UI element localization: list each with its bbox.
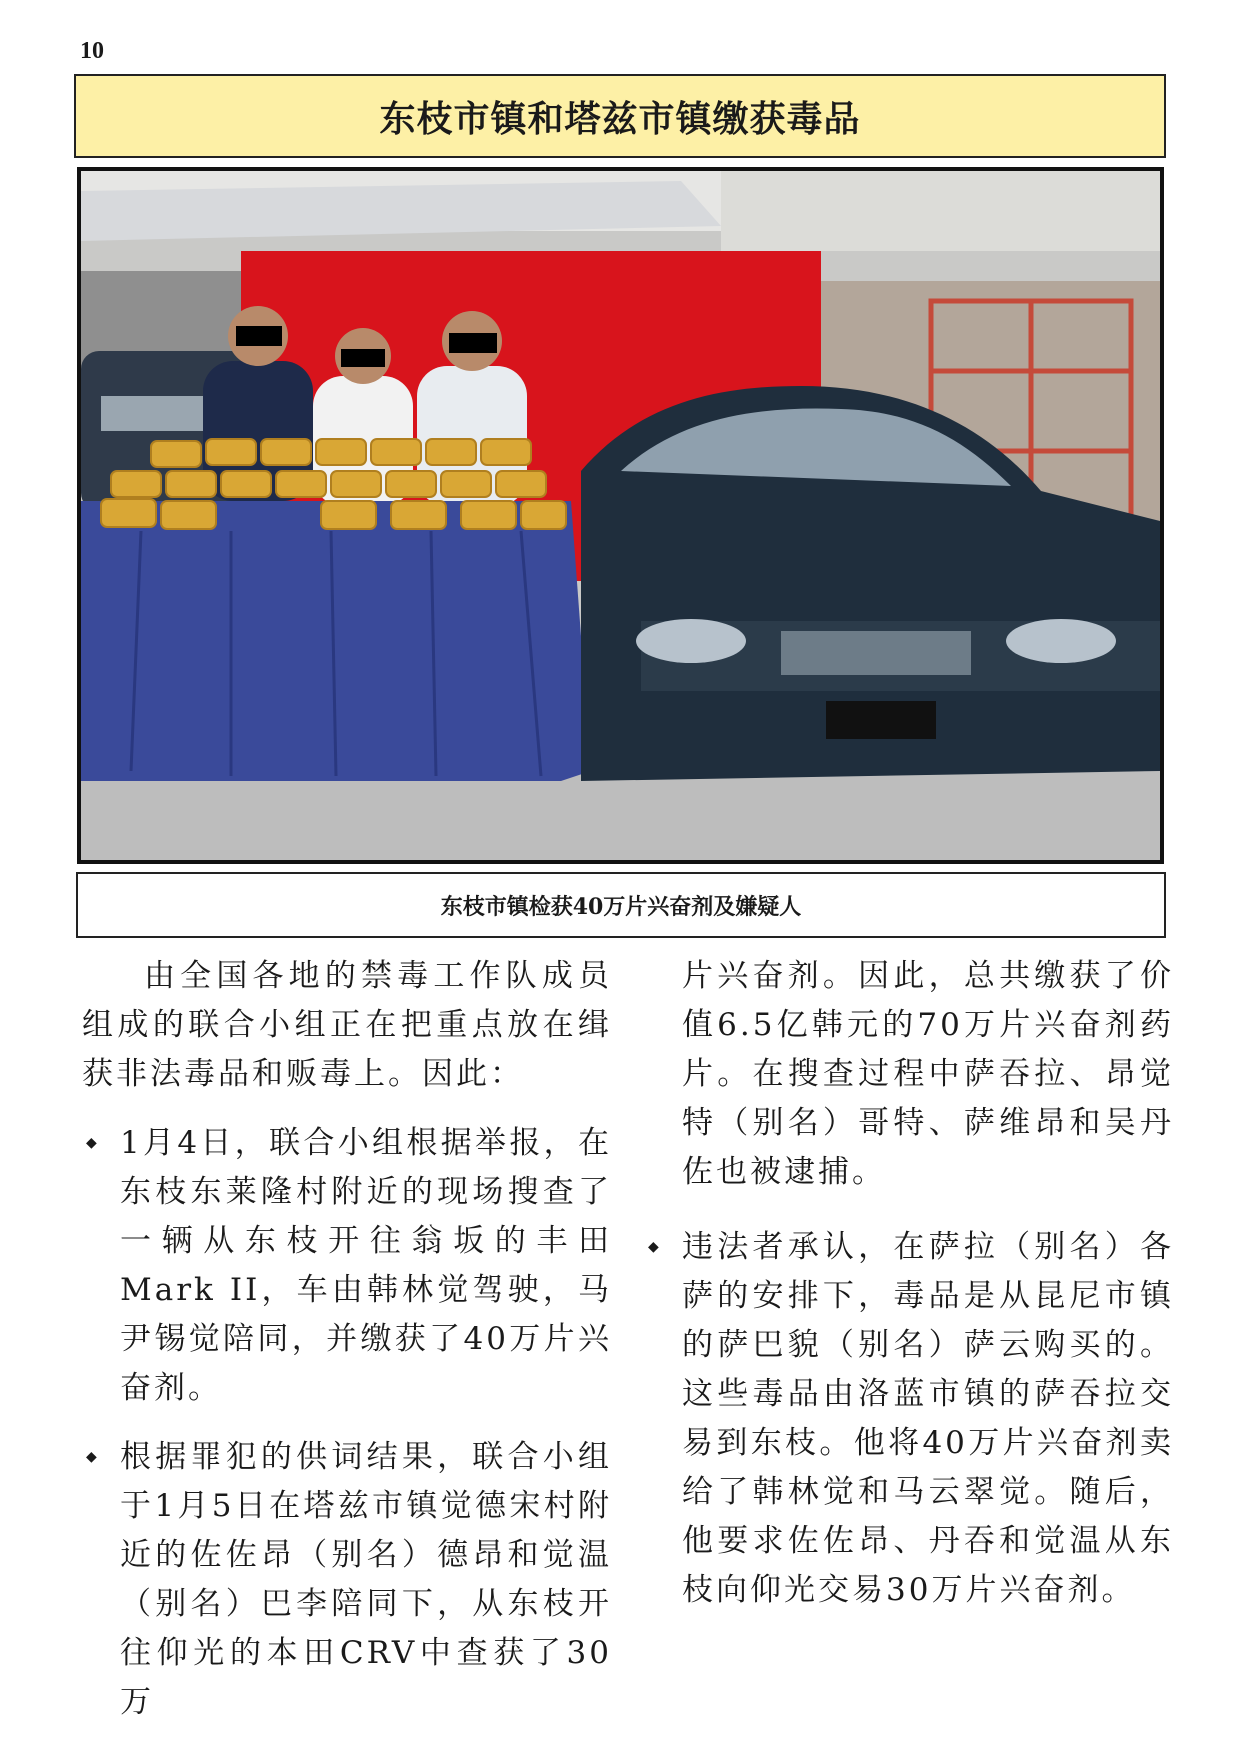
photo-caption-box xyxy=(76,872,1166,938)
right-column xyxy=(644,952,1174,1615)
article-title: 东枝市镇和塔兹市镇缴获毒品 xyxy=(379,98,861,140)
continuation-paragraph: 片兴奋剂。因此，总共缴获了价值6.5亿韩元的70万片兴奋剂药片。在搜查过程中萨吞拉、昂觉特（别名）哥特、萨维昂和吴丹佐也被逮捕。 xyxy=(682,958,1174,1190)
bullet-item-jan4: ◆ 1月4日，联合小组根据举报，在东枝东莱隆村附近的现场搜查了一辆从东枝开往翁坂的丰田Mark II，车由韩林觉驾驶，马尹锡觉陪同，并缴获了40万片兴奋剂。 xyxy=(82,1119,612,1413)
bullet-item-jan5: ◆ 根据罪犯的供词结果，联合小组于1月5日在塔兹市镇觉德宋村附近的佐佐昂（别名）德昂和觉温（别名）巴李陪同下，从东枝开往仰光的本田CRV中查获了30万 xyxy=(82,1433,612,1727)
article-title-box xyxy=(74,74,1166,158)
page-number: 10 xyxy=(80,38,104,64)
photo-seized-drugs-icon xyxy=(81,171,1160,860)
left-column xyxy=(82,952,612,1727)
bullet-item-confession: ◆ 违法者承认，在萨拉（别名）各萨的安排下，毒品是从昆尼市镇的萨巴貌（别名）萨云购买的。这些毒品由洛蓝市镇的萨吞拉交易到东枝。他将40万片兴奋剂卖给了韩林觉和马云翠觉。随后，他要求佐佐昂、丹吞和觉温从东枝向仰光交易30万片兴奋剂。 xyxy=(644,1223,1174,1615)
photo-caption: 东枝市镇检获40万片兴奋剂及嫌疑人 xyxy=(440,893,802,920)
intro-paragraph: 由全国各地的禁毒工作队成员组成的联合小组正在把重点放在缉获非法毒品和贩毒上。因此： xyxy=(82,958,612,1092)
news-photo xyxy=(77,167,1164,864)
